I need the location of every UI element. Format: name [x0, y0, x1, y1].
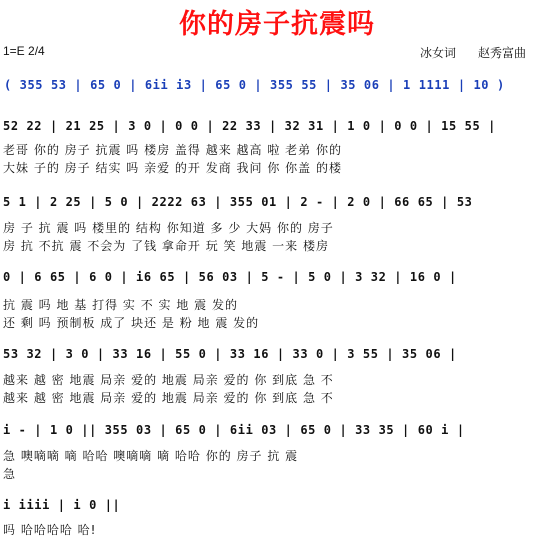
notation-line-2: 5 1 | 2 25 | 5 0 | 2222 63 | 355 01 | 2 - | 2 0 | 66 65 | 53	[3, 195, 473, 209]
lyricist: 冰女词	[420, 46, 457, 60]
intro-notation: ( 355 53 | 65 0 | 6ii i3 | 65 0 | 355 55 | 35 06 | 1 1111 | 10 )	[4, 78, 505, 92]
notation-line-5: i - | 1 0 || 355 03 | 65 0 | 6ii 03 | 65 0 | 33 35 | 60 i |	[3, 423, 465, 437]
lyric-line-5a: 急 噢嘀嘀 嘀 哈哈 噢嘀嘀 嘀 哈哈 你的 房子 抗 震	[3, 449, 299, 463]
lyric-line-5b: 急	[3, 467, 17, 481]
lyric-line-2b: 房 抗 不抗 震 不会为 了钱 拿命开 玩 笑 地震 一来 楼房	[3, 239, 329, 253]
lyric-line-3a: 抗 震 吗 地 基 打得 实 不 实 地 震 发的	[3, 298, 238, 312]
composer: 赵秀富曲	[478, 46, 527, 60]
lyric-line-1a: 老哥 你的 房子 抗震 吗 楼房 盖得 越来 越高 啦 老弟 你的	[3, 143, 342, 157]
notation-line-4: 53 32 | 3 0 | 33 16 | 55 0 | 33 16 | 33 0 | 3 55 | 35 06 |	[3, 347, 457, 361]
lyric-line-4a: 越来 越 密 地震 局亲 爱的 地震 局亲 爱的 你 到底 急 不	[3, 373, 334, 387]
notation-line-3: 0 | 6 65 | 6 0 | i6 65 | 56 03 | 5 - | 5 0 | 3 32 | 16 0 |	[3, 270, 457, 284]
lyric-line-3b: 还 剩 吗 预制板 成了 块还 是 粉 地 震 发的	[3, 316, 260, 330]
lyric-line-4b: 越来 越 密 地震 局亲 爱的 地震 局亲 爱的 你 到底 急 不	[3, 391, 334, 405]
lyric-line-1b: 大妹 子的 房子 结实 吗 亲爱 的开 发商 我问 你 你盖 的楼	[3, 161, 342, 175]
notation-line-1: 52 22 | 21 25 | 3 0 | 0 0 | 22 33 | 32 31 | 1 0 | 0 0 | 15 55 |	[3, 119, 496, 133]
lyric-line-6a: 吗 哈哈哈哈 哈!	[3, 523, 97, 537]
key-signature: 1=E 2/4	[3, 44, 45, 58]
song-title: 你的房子抗震吗	[179, 9, 375, 40]
lyric-line-2a: 房 子 抗 震 吗 楼里的 结构 你知道 多 少 大妈 你的 房子	[3, 221, 334, 235]
notation-line-6: i iiii | i 0 ||	[3, 498, 121, 512]
